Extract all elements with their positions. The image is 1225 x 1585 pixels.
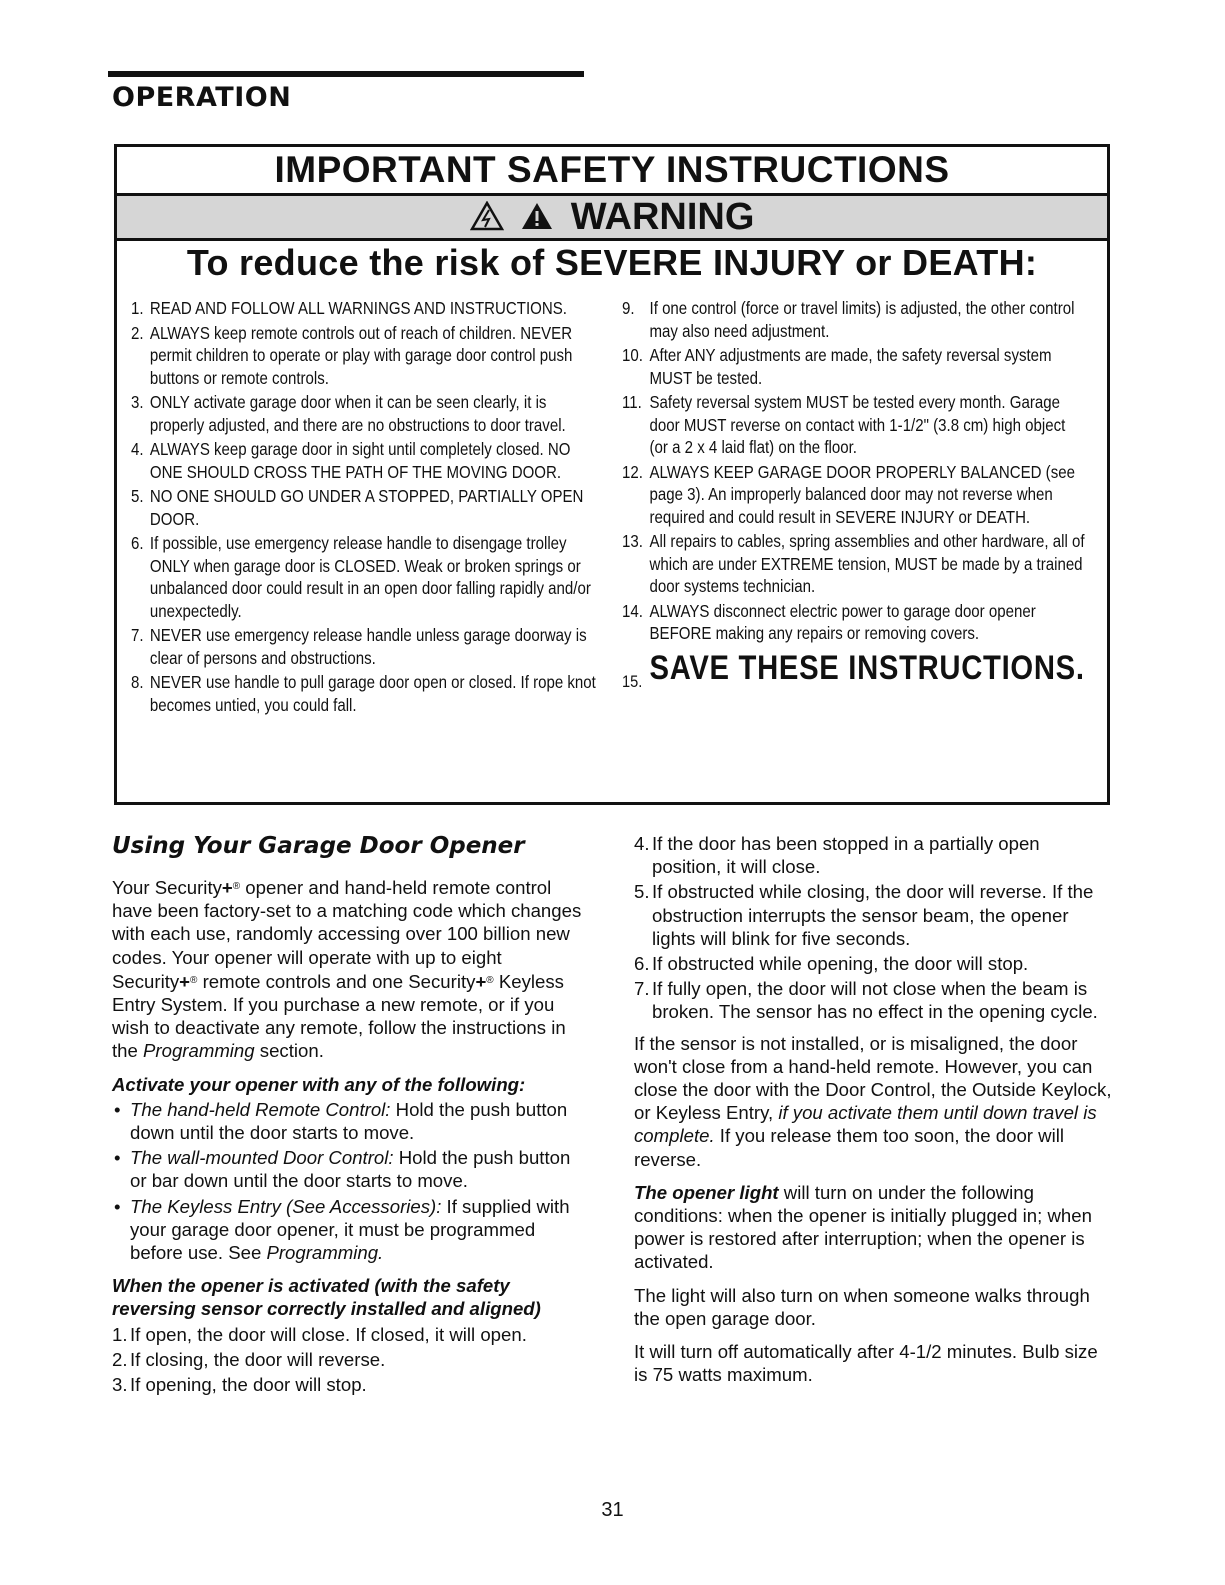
list-item: 6. If obstructed while opening, the door will stop.	[634, 953, 1029, 975]
using-heading: Using Your Garage Door Opener	[112, 833, 525, 859]
list-item: 4. If the door has been stopped in a partially open position, it will close.	[634, 833, 1040, 878]
list-item: 7. If fully open, the door will not close when the beam is broken. The sensor has no effect in the opening cycle.	[634, 978, 1098, 1023]
safety-item: 2. ALWAYS keep remote controls out of reach of children. NEVER permit children to operate or play with garage door control push buttons or remote controls.	[131, 322, 573, 388]
risk-heading: To reduce the risk of SEVERE INJURY or DEATH:	[186, 242, 1038, 283]
top-rule	[108, 71, 584, 77]
safety-item: 1. READ AND FOLLOW ALL WARNINGS AND INSTRUCTIONS.	[131, 298, 567, 318]
safety-item: 4. ALWAYS keep garage door in sight until completely closed. NO ONE SHOULD CROSS THE PATH OF THE MOVING DOOR.	[131, 439, 571, 482]
safety-item: 5. NO ONE SHOULD GO UNDER A STOPPED, PARTIALLY OPEN DOOR.	[131, 486, 584, 529]
safety-item: 3. ONLY activate garage door when it can be seen clearly, it is properly adjusted, and there are no obstructions to door travel.	[131, 392, 566, 435]
list-item: • The hand-held Remote Control: Hold the push button down until the door starts to move.	[114, 1098, 568, 1144]
safety-item: 11. Safety reversal system MUST be tested every month. Garage door MUST reverse on contact with 1-1/2" (3.8 cm) high object (or a 2 x 4 laid flat) on the floor.	[622, 392, 1066, 457]
safety-item: 9. If one control (force or travel limits) is adjusted, the other control may also need adjustment.	[622, 298, 1075, 341]
save-instructions: 15. SAVE THESE INSTRUCTIONS.	[622, 648, 1085, 691]
page-number: 31	[601, 1499, 624, 1521]
warning-band	[117, 193, 1107, 241]
safety-item: 12. ALWAYS KEEP GARAGE DOOR PROPERLY BALANCED (see page 3). An improperly balanced door may not reverse when required and could result in SEVERE INJURY or DEATH.	[622, 461, 1075, 527]
section-title: OPERATION	[112, 82, 292, 113]
safety-item: 7. NEVER use emergency release handle unless garage doorway is clear of persons and obstructions.	[131, 625, 587, 668]
shock-hazard-icon	[470, 201, 504, 231]
safety-item: 10. After ANY adjustments are made, the safety reversal system MUST be tested.	[622, 345, 1052, 388]
warning-triangle-icon	[520, 201, 554, 231]
list-item: • The Keyless Entry (See Accessories): If supplied with your garage door opener, it must be programmed before use. See Programming.	[114, 1195, 570, 1264]
list-item: 1. If open, the door will close. If closed, it will open.	[112, 1323, 527, 1345]
sensor-paragraph: If the sensor is not installed, or is misaligned, the door won't close from a hand-held remote. However, you can close the door with the Door Control, the Outside Keylock, or Keyless Entry, if you activate them until down travel is complete. If you release them too soon, the door will reverse.	[634, 1032, 1112, 1170]
intro-paragraph: Your Security+® opener and hand-held remote control have been factory-set to a matching code which changes with each use, randomly accessing over 100 billion new codes. Your opener will operate with up to eight Security+® remote controls and one Security+® Keyless Entry System. If you purchase a new remote, or if you wish to deactivate any remote, follow the instructions in the Programming section.	[112, 877, 582, 1062]
safety-item: 14. ALWAYS disconnect electric power to garage door opener BEFORE making any repairs or removing covers.	[622, 600, 1036, 643]
safety-item: 13. All repairs to cables, spring assemblies and other hardware, all of which are under EXTREME tension, MUST be made by a trained door systems technician.	[622, 531, 1085, 596]
security-plus-symbol: +	[221, 877, 233, 898]
safety-list-right	[622, 297, 1087, 691]
when-activated-lead: When the opener is activated (with the safety reversing sensor correctly installed and aligned)	[112, 1275, 541, 1320]
safety-heading: IMPORTANT SAFETY INSTRUCTIONS	[274, 149, 950, 190]
using-column-left	[112, 832, 590, 1398]
using-column-right	[634, 832, 1114, 1396]
list-item: 3. If opening, the door will stop.	[112, 1374, 367, 1396]
light-off-paragraph: It will turn off automatically after 4-1/2 minutes. Bulb size is 75 watts maximum.	[634, 1341, 1098, 1386]
opener-light-paragraph: The opener light will turn on under the following conditions: when the opener is initially plugged in; when power is restored after interruption; when the opener is activated.	[634, 1181, 1092, 1273]
warning-label: WARNING	[570, 196, 755, 238]
safety-list-left	[131, 297, 601, 718]
activate-lead: Activate your opener with any of the following:	[112, 1073, 526, 1095]
light-walk-paragraph: The light will also turn on when someone walks through the open garage door.	[634, 1284, 1090, 1329]
safety-item: 8. NEVER use handle to pull garage door open or closed. If rope knot becomes untied, you could fall.	[131, 672, 596, 715]
list-item: 2. If closing, the door will reverse.	[112, 1348, 386, 1370]
list-item: • The wall-mounted Door Control: Hold the push button or bar down until the door starts to move.	[114, 1147, 571, 1192]
list-item: 5. If obstructed while closing, the door will reverse. If the obstruction interrupts the sensor beam, the opener lights will blink for five seconds.	[634, 881, 1094, 949]
safety-item: 6. If possible, use emergency release handle to disengage trolley ONLY when garage door is CLOSED. Weak or broken springs or unbalanced door could result in an open door falling rapidly and/or unexpectedly.	[131, 533, 591, 621]
safety-instructions-box	[114, 144, 1110, 805]
